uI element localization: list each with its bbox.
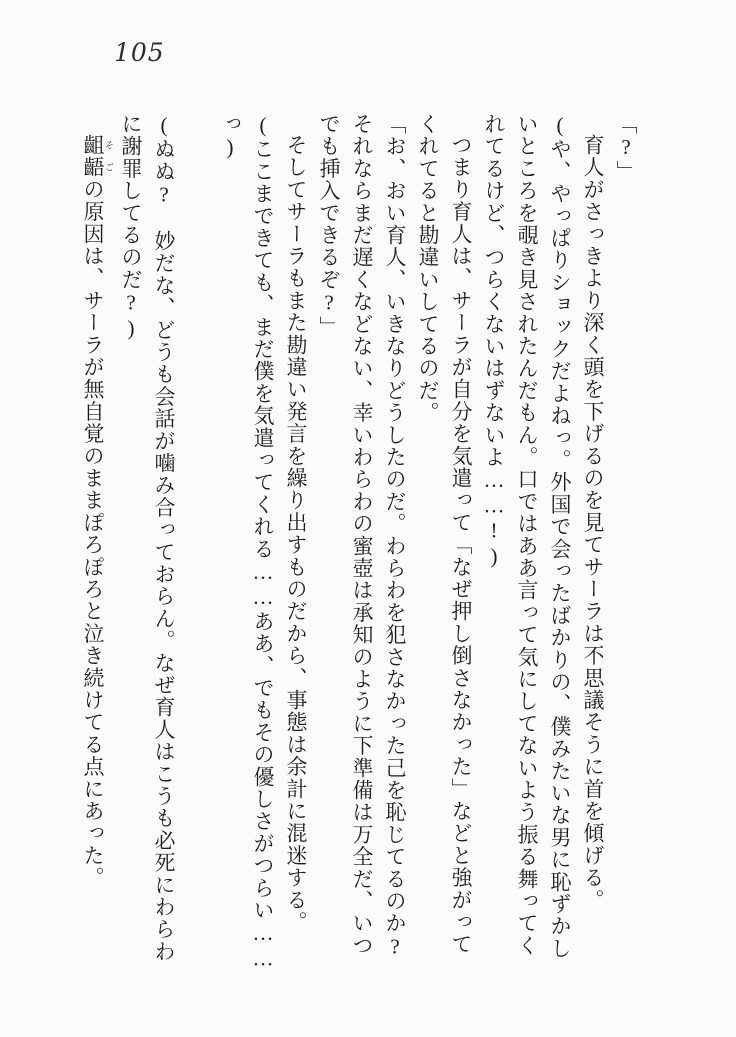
text-column: に謝罪してるのだ?) [119,113,143,341]
text-column: れてるけど、つらくないはずないよ……!) [482,113,506,569]
text-column: つまり育人は、サーラが自分を気遣って「なぜ押し倒さなかった」などと強がって [449,134,473,956]
text-column: 「?」 [614,113,638,183]
text-column: っ) [218,113,242,161]
text-column: いところを覗き見されたんだもん。口ではああ言って気にしてないよう振る舞ってく [515,113,539,957]
vertical-text-block [76,113,642,972]
text-column: (ぬぬ? 妙だな、どうも会話が噛み合っておらん。なぜ育人はこうも必死にわらわ [152,113,176,963]
text-column: くれてると勘違いしてるのだ。 [416,113,440,424]
page-number: 105 [114,38,165,67]
text-column: 「お、おい育人、いきなりどうしたのだ。わらわを犯さなかった己を恥じてるのか? [383,113,407,960]
text-column: 育人がさっきより深く頭を下げるのを見てサーラは不思議そうに首を傾げる。 [581,134,605,911]
text-column: (ここまできても、まだ僕を気遣ってくれる……ああ、でもその優しさがつらい…… [251,113,275,972]
text-column: そしてサーラもまた勘違い発言を繰り出すものだから、事態は余計に混迷する。 [284,134,308,934]
text-column: (や、やっぱりショックだよねっ。外国で会ったばかりの、僕みたいな男に恥ずかし [548,113,572,960]
text-column: でも挿入できるぞ?」 [317,113,341,338]
text-column: それならまだ遅くなどない、幸いわらわの蜜壺は承知のように下準備は万全だ、いつ [350,113,374,957]
paragraph-gap [180,113,213,961]
text-column: 齟齬 そごの原因は、サーラが無自覚のままぽろぽろと泣き続けてる点にあった。 [81,134,114,889]
furigana-ruby: 齟齬 そご [81,134,114,179]
